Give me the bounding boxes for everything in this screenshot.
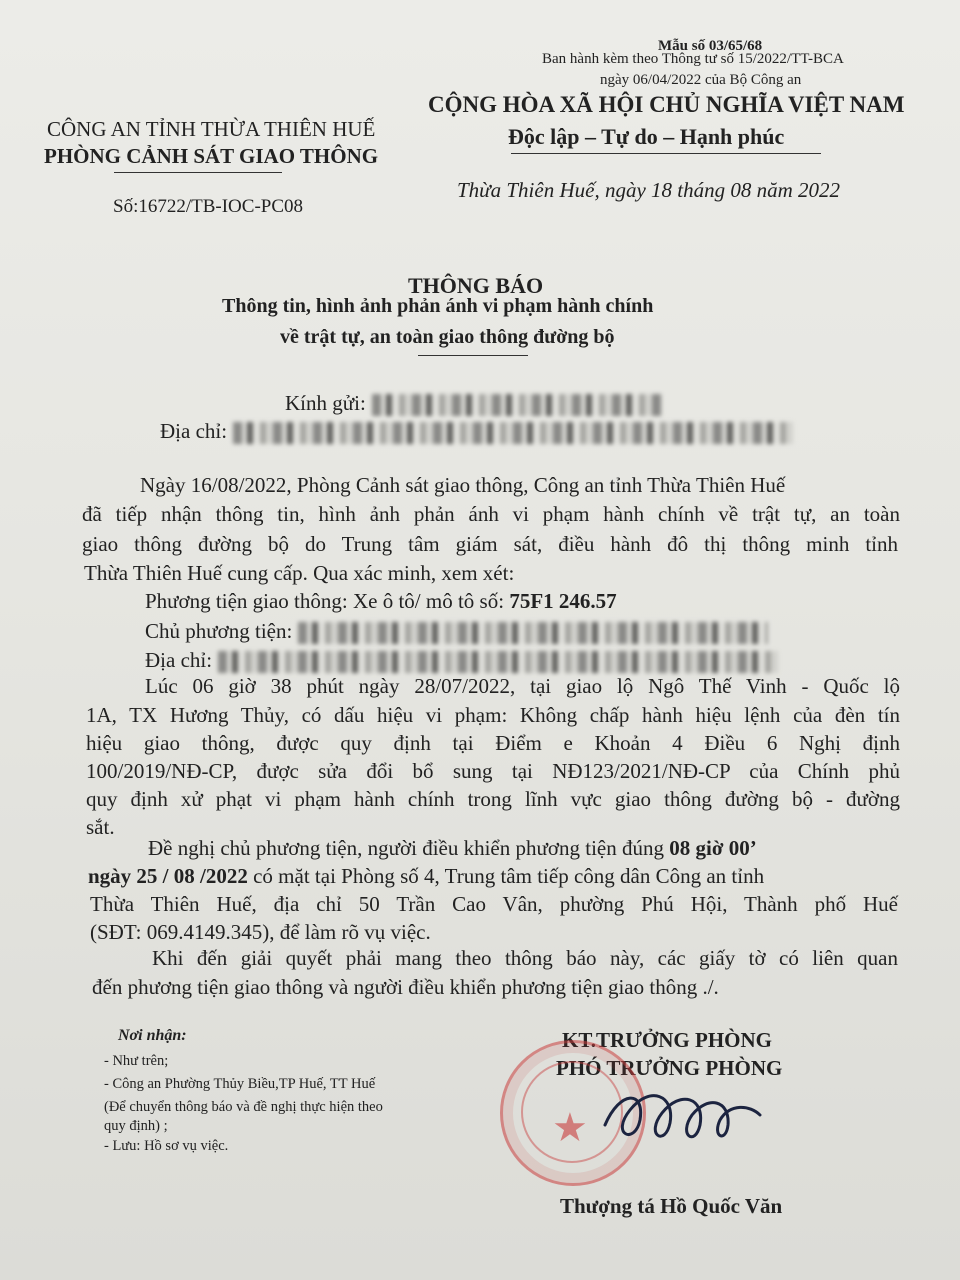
- recipients-item-3b: quy định) ;: [104, 1118, 168, 1134]
- recipient-address-label: Địa chỉ:: [160, 419, 228, 443]
- redacted-owner-address: [218, 651, 778, 673]
- signature-title-2: PHÓ TRƯỞNG PHÒNG: [556, 1056, 783, 1080]
- agency-underline: [114, 172, 282, 173]
- para4-line1: Khi đến giải quyết phải mang theo thông báo này, các giấy tờ có liên quan: [152, 946, 898, 970]
- para2-line6: sắt.: [86, 815, 115, 839]
- redacted-recipient-address: [233, 422, 793, 444]
- recipients-item-3a: (Để chuyển thông báo và đề nghị thực hiện theo: [104, 1099, 383, 1115]
- para2-line1: Lúc 06 giờ 38 phút ngày 28/07/2022, tại giao lộ Ngô Thế Vinh - Quốc lộ: [145, 674, 900, 698]
- para3-location: có mặt tại Phòng số 4, Trung tâm tiếp công dân Công an tỉnh: [253, 864, 765, 888]
- para3-line1: [148, 833, 757, 863]
- seal-star-icon: ★: [552, 1105, 588, 1150]
- title-underline: [418, 355, 528, 356]
- agency-unit: PHÒNG CẢNH SÁT GIAO THÔNG: [44, 144, 379, 168]
- license-plate: 75F1 246.57: [509, 589, 617, 613]
- issued-date-text: ngày 06/04/2022 của Bộ Công an: [600, 72, 802, 88]
- para2-line4: 100/2019/NĐ-CP, được sửa đổi bổ sung tại NĐ123/2021/NĐ-CP của Chính phủ: [86, 759, 900, 783]
- recipients-item-2: - Công an Phường Thủy Biều,TP Huế, TT Huế: [104, 1076, 376, 1092]
- recipients-item-1: - Như trên;: [104, 1053, 169, 1069]
- para1-line1: Ngày 16/08/2022, Phòng Cảnh sát giao thông, Công an tỉnh Thừa Thiên Huế: [140, 473, 786, 497]
- document-subtitle-2: về trật tự, an toàn giao thông đường bộ: [280, 326, 615, 348]
- appointment-time: 08 giờ 00’: [669, 836, 757, 860]
- signature-title-1: KT.TRƯỞNG PHÒNG: [562, 1028, 772, 1052]
- para2-line2: 1A, TX Hương Thủy, có dấu hiệu vi phạm: Không chấp hành hiệu lệnh của đèn tín: [86, 703, 900, 727]
- place-date: Thừa Thiên Huế, ngày 18 tháng 08 năm 2022: [457, 178, 841, 202]
- recipient-label: Kính gửi:: [285, 391, 366, 415]
- document-title: THÔNG BÁO: [408, 273, 544, 298]
- para3-request: Đề nghị chủ phương tiện, người điều khiển phương tiện đúng: [148, 836, 664, 860]
- vehicle-label: Phương tiện giao thông: Xe ô tô/ mô tô số:: [145, 589, 505, 613]
- para1-line4: Thừa Thiên Huế cung cấp. Qua xác minh, xem xét:: [84, 561, 515, 585]
- nation-name: CỘNG HÒA XÃ HỘI CHỦ NGHĨA VIỆT NAM: [428, 92, 905, 117]
- recipient-line: [285, 388, 662, 418]
- owner-line: [145, 616, 768, 646]
- para3-line4: (SĐT: 069.4149.345), để làm rõ vụ việc.: [90, 920, 431, 944]
- para1-line3: giao thông đường bộ do Trung tâm giám sát, điều hành đô thị thông minh tỉnh: [82, 532, 898, 556]
- redacted-recipient-name: [372, 394, 662, 416]
- owner-label: Chủ phương tiện:: [145, 619, 293, 643]
- para2-line3: hiệu giao thông, được quy định tại Điểm e Khoản 4 Điều 6 Nghị định: [86, 731, 900, 755]
- para4-line2: đến phương tiện giao thông và người điều khiển phương tiện giao thông ./.: [92, 975, 719, 999]
- signer-name: Thượng tá Hồ Quốc Văn: [560, 1194, 783, 1218]
- recipients-heading: Nơi nhận:: [118, 1027, 187, 1044]
- form-number: Mẫu số 03/65/68: [658, 38, 763, 54]
- recipients-item-4: - Lưu: Hồ sơ vụ việc.: [104, 1138, 229, 1154]
- document-subtitle-1: Thông tin, hình ảnh phản ánh vi phạm hành chính: [222, 295, 654, 317]
- owner-address-label: Địa chỉ:: [145, 648, 213, 672]
- para2-line5: quy định xử phạt vi phạm hành chính trong lĩnh vực giao thông đường bộ - đường: [86, 787, 900, 811]
- redacted-owner-name: [298, 622, 768, 644]
- para1-line2: đã tiếp nhận thông tin, hình ảnh phản ánh vi phạm hành chính về trật tự, an toàn: [82, 502, 900, 526]
- issued-with-text: Ban hành kèm theo Thông tư số 15/2022/TT-BCA: [542, 51, 844, 67]
- recipient-address-line: [160, 416, 793, 446]
- agency-parent: CÔNG AN TỈNH THỪA THIÊN HUẾ: [47, 117, 376, 141]
- vehicle-line: [145, 586, 617, 616]
- appointment-date: ngày 25 / 08 /2022: [88, 864, 248, 888]
- reference-number: Số:16722/TB-IOC-PC08: [113, 196, 304, 217]
- nation-motto: Độc lập – Tự do – Hạnh phúc: [508, 124, 785, 149]
- para3-line3: Thừa Thiên Huế, địa chỉ 50 Trần Cao Vân, phường Phú Hội, Thành phố Huế: [90, 892, 898, 916]
- motto-underline: [511, 153, 821, 154]
- para3-line2: [88, 861, 764, 891]
- handwritten-signature: [600, 1085, 780, 1155]
